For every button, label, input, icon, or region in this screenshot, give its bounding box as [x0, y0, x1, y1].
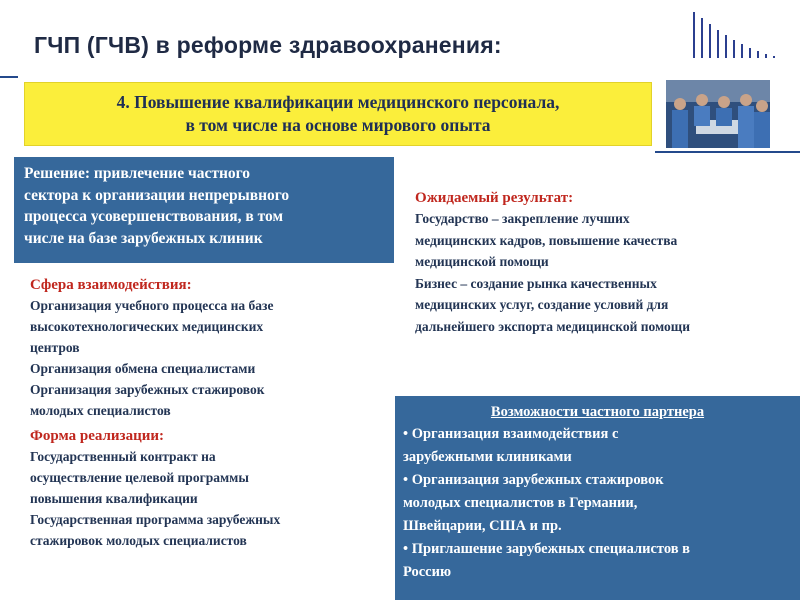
- medical-staff-photo: [666, 80, 770, 148]
- opportunity-line: • Приглашение зарубежных специалистов в: [403, 541, 690, 557]
- expected-result-section: [415, 188, 690, 337]
- opportunity-line: • Организация взаимодействия с: [403, 426, 619, 442]
- sphere-line: высокотехнологических медицинских: [30, 319, 264, 334]
- decision-line: Решение: привлечение частного: [24, 165, 251, 182]
- expected-line: медицинских кадров, повышение качества: [415, 232, 678, 248]
- expected-line: Бизнес – создание рынка качественных: [415, 275, 657, 291]
- sphere-line: центров: [30, 340, 80, 355]
- sphere-line: Организация обмена специалистами: [30, 361, 256, 376]
- topic-headline-box: [24, 82, 652, 146]
- decision-line: процесса усовершенствования, в том: [24, 208, 284, 225]
- divider: [655, 151, 800, 153]
- opportunity-line: • Организация зарубежных стажировок: [403, 472, 664, 488]
- opportunity-line: зарубежными клиниками: [403, 449, 572, 465]
- headline-line: в том числе на основе мирового опыта: [185, 115, 491, 135]
- private-partner-opportunities-box: [395, 396, 800, 600]
- form-line: осуществление целевой программы: [30, 470, 249, 485]
- opportunities-heading: Возможности частного партнера: [490, 404, 705, 420]
- interaction-and-form-section: [30, 276, 280, 551]
- form-line: повышения квалификации: [30, 491, 198, 506]
- page-title: ГЧП (ГЧВ) в реформе здравоохранения:: [34, 32, 502, 58]
- opportunity-line: Швейцарии, США и пр.: [403, 518, 562, 534]
- expected-line: медицинской помощи: [415, 254, 549, 269]
- headline-line: 4. Повышение квалификации медицинского персонала,: [116, 92, 560, 112]
- form-heading: Форма реализации:: [30, 428, 165, 444]
- divider: [0, 76, 18, 78]
- sphere-heading: Сфера взаимодействия:: [30, 277, 192, 293]
- decision-line: числе на базе зарубежных клиник: [24, 229, 263, 247]
- decorative-bars-logo: [693, 10, 783, 58]
- opportunity-line: Россию: [403, 564, 452, 580]
- form-line: Государственная программа зарубежных: [30, 512, 281, 527]
- sphere-line: молодых специалистов: [30, 403, 171, 418]
- sphere-line: Организация учебного процесса на базе: [30, 298, 274, 313]
- form-line: Государственный контракт на: [30, 449, 216, 464]
- form-line: стажировок молодых специалистов: [30, 533, 247, 548]
- decision-box: [14, 157, 394, 263]
- expected-line: дальнейшего экспорта медицинской помощи: [415, 318, 690, 334]
- sphere-line: Организация зарубежных стажировок: [30, 382, 265, 397]
- expected-line: Государство – закрепление лучших: [415, 211, 630, 226]
- opportunity-line: молодых специалистов в Германии,: [403, 495, 638, 511]
- expected-line: медицинских услуг, создание условий для: [415, 297, 669, 312]
- expected-heading: Ожидаемый результат:: [415, 190, 574, 206]
- decision-line: сектора к организации непрерывного: [24, 186, 290, 204]
